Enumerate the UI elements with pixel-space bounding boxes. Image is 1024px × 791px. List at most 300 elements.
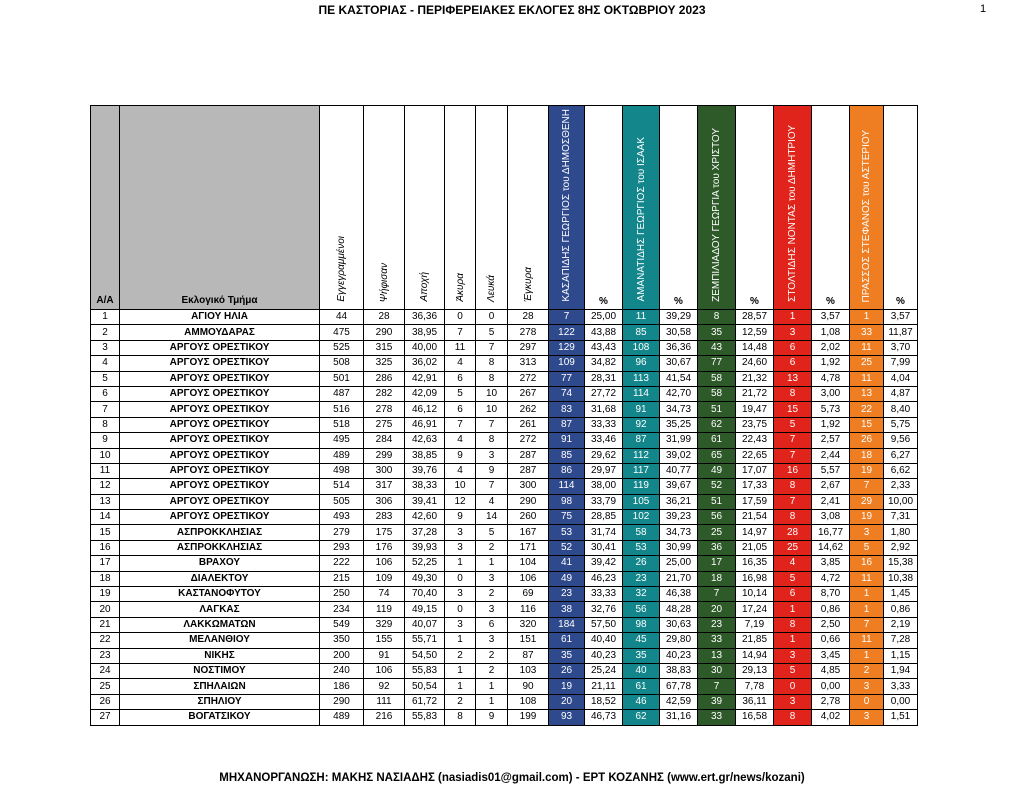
cell-candidate-2-pct: 30,63 bbox=[660, 617, 698, 632]
header-candidate-4: ΣΤΟΛΤΙΔΗΣ ΝΟΝΤΑΣ του ΔΗΜΗΤΡΙΟΥ bbox=[774, 106, 812, 310]
cell-lefka: 9 bbox=[476, 463, 508, 478]
cell-aa: 19 bbox=[91, 587, 120, 602]
cell-candidate-3-votes: 56 bbox=[698, 510, 736, 525]
table-row bbox=[91, 663, 918, 678]
cell-eggegrammenoi: 495 bbox=[320, 433, 364, 448]
cell-candidate-3-pct: 7,19 bbox=[736, 617, 774, 632]
cell-candidate-4-pct: 0,86 bbox=[812, 602, 850, 617]
cell-egkyra: 116 bbox=[508, 602, 549, 617]
cell-psifisan: 325 bbox=[364, 356, 405, 371]
cell-candidate-2-pct: 38,83 bbox=[660, 663, 698, 678]
cell-tmima: ΒΟΓΑΤΣΙΚΟΥ bbox=[120, 710, 320, 725]
cell-aa: 23 bbox=[91, 648, 120, 663]
table-row bbox=[91, 571, 918, 586]
cell-psifisan: 306 bbox=[364, 494, 405, 509]
cell-candidate-4-pct: 4,72 bbox=[812, 571, 850, 586]
cell-candidate-5-pct: 0,86 bbox=[884, 602, 918, 617]
cell-eggegrammenoi: 293 bbox=[320, 540, 364, 555]
cell-candidate-4-pct: 4,78 bbox=[812, 371, 850, 386]
cell-akyra: 0 bbox=[445, 602, 476, 617]
cell-candidate-4-votes: 5 bbox=[774, 417, 812, 432]
table-row bbox=[91, 463, 918, 478]
cell-tmima: ΣΠΗΛΑΙΩΝ bbox=[120, 679, 320, 694]
table-row bbox=[91, 325, 918, 340]
cell-lefka: 4 bbox=[476, 494, 508, 509]
cell-candidate-2-pct: 41,54 bbox=[660, 371, 698, 386]
cell-candidate-5-pct: 0,00 bbox=[884, 694, 918, 709]
cell-candidate-3-votes: 51 bbox=[698, 494, 736, 509]
cell-psifisan: 300 bbox=[364, 463, 405, 478]
cell-eggegrammenoi: 290 bbox=[320, 694, 364, 709]
cell-akyra: 1 bbox=[445, 556, 476, 571]
cell-candidate-5-votes: 29 bbox=[850, 494, 884, 509]
cell-candidate-5-votes: 11 bbox=[850, 633, 884, 648]
table-row bbox=[91, 710, 918, 725]
header-eggegrammenoi: Εγγεγραμμένοι bbox=[320, 106, 364, 310]
cell-candidate-5-votes: 19 bbox=[850, 510, 884, 525]
cell-candidate-1-pct: 33,79 bbox=[585, 494, 623, 509]
cell-candidate-5-votes: 7 bbox=[850, 617, 884, 632]
cell-candidate-5-pct: 1,80 bbox=[884, 525, 918, 540]
cell-tmima: ΝΟΣΤΙΜΟΥ bbox=[120, 663, 320, 678]
cell-tmima: ΑΡΓΟΥΣ ΟΡΕΣΤΙΚΟΥ bbox=[120, 340, 320, 355]
cell-akyra: 2 bbox=[445, 648, 476, 663]
cell-eggegrammenoi: 350 bbox=[320, 633, 364, 648]
cell-candidate-5-pct: 7,28 bbox=[884, 633, 918, 648]
cell-akyra: 3 bbox=[445, 540, 476, 555]
cell-eggegrammenoi: 516 bbox=[320, 402, 364, 417]
cell-psifisan: 329 bbox=[364, 617, 405, 632]
cell-candidate-1-votes: 74 bbox=[549, 386, 585, 401]
cell-candidate-1-votes: 35 bbox=[549, 648, 585, 663]
cell-candidate-3-pct: 16,35 bbox=[736, 556, 774, 571]
cell-candidate-2-votes: 114 bbox=[623, 386, 660, 401]
cell-candidate-4-votes: 8 bbox=[774, 510, 812, 525]
cell-lefka: 3 bbox=[476, 633, 508, 648]
cell-psifisan: 315 bbox=[364, 340, 405, 355]
cell-psifisan: 119 bbox=[364, 602, 405, 617]
cell-akyra: 3 bbox=[445, 587, 476, 602]
table-row bbox=[91, 510, 918, 525]
cell-candidate-4-pct: 0,66 bbox=[812, 633, 850, 648]
cell-candidate-4-pct: 16,77 bbox=[812, 525, 850, 540]
cell-tmima: ΑΡΓΟΥΣ ΟΡΕΣΤΙΚΟΥ bbox=[120, 417, 320, 432]
cell-apoxi: 50,54 bbox=[405, 679, 445, 694]
cell-candidate-1-votes: 83 bbox=[549, 402, 585, 417]
cell-candidate-4-pct: 14,62 bbox=[812, 540, 850, 555]
cell-candidate-1-pct: 31,74 bbox=[585, 525, 623, 540]
cell-candidate-2-votes: 61 bbox=[623, 679, 660, 694]
cell-candidate-1-pct: 33,33 bbox=[585, 417, 623, 432]
cell-candidate-5-pct: 1,15 bbox=[884, 648, 918, 663]
cell-candidate-5-pct: 6,62 bbox=[884, 463, 918, 478]
cell-candidate-1-votes: 53 bbox=[549, 525, 585, 540]
cell-candidate-1-votes: 122 bbox=[549, 325, 585, 340]
cell-aa: 16 bbox=[91, 540, 120, 555]
cell-candidate-5-pct: 8,40 bbox=[884, 402, 918, 417]
cell-tmima: ΑΓΙΟΥ ΗΛΙΑ bbox=[120, 310, 320, 325]
cell-candidate-3-votes: 35 bbox=[698, 325, 736, 340]
cell-candidate-4-votes: 6 bbox=[774, 356, 812, 371]
cell-candidate-4-votes: 7 bbox=[774, 448, 812, 463]
cell-candidate-2-pct: 39,23 bbox=[660, 510, 698, 525]
header-pct-1: % bbox=[585, 106, 623, 310]
cell-eggegrammenoi: 525 bbox=[320, 340, 364, 355]
cell-aa: 17 bbox=[91, 556, 120, 571]
cell-candidate-3-votes: 58 bbox=[698, 386, 736, 401]
cell-tmima: ΑΡΓΟΥΣ ΟΡΕΣΤΙΚΟΥ bbox=[120, 356, 320, 371]
cell-candidate-2-votes: 87 bbox=[623, 433, 660, 448]
cell-egkyra: 287 bbox=[508, 463, 549, 478]
header-candidate-1: ΚΑΣΑΠΙΔΗΣ ΓΕΩΡΓΙΟΣ του ΔΗΜΟΣΘΕΝΗ bbox=[549, 106, 585, 310]
cell-candidate-4-pct: 2,41 bbox=[812, 494, 850, 509]
cell-candidate-4-votes: 1 bbox=[774, 310, 812, 325]
cell-candidate-2-votes: 112 bbox=[623, 448, 660, 463]
cell-candidate-4-pct: 3,57 bbox=[812, 310, 850, 325]
cell-candidate-5-votes: 19 bbox=[850, 463, 884, 478]
cell-candidate-2-votes: 119 bbox=[623, 479, 660, 494]
cell-candidate-3-votes: 58 bbox=[698, 371, 736, 386]
cell-egkyra: 313 bbox=[508, 356, 549, 371]
cell-aa: 7 bbox=[91, 402, 120, 417]
cell-candidate-3-votes: 25 bbox=[698, 525, 736, 540]
cell-egkyra: 103 bbox=[508, 663, 549, 678]
cell-akyra: 0 bbox=[445, 310, 476, 325]
cell-tmima: ΑΡΓΟΥΣ ΟΡΕΣΤΙΚΟΥ bbox=[120, 479, 320, 494]
cell-apoxi: 54,50 bbox=[405, 648, 445, 663]
cell-apoxi: 39,76 bbox=[405, 463, 445, 478]
cell-apoxi: 42,91 bbox=[405, 371, 445, 386]
table-row bbox=[91, 310, 918, 325]
cell-candidate-2-votes: 85 bbox=[623, 325, 660, 340]
cell-tmima: ΜΕΛΑΝΘΙΟΥ bbox=[120, 633, 320, 648]
cell-candidate-1-pct: 33,46 bbox=[585, 433, 623, 448]
table-row bbox=[91, 448, 918, 463]
cell-egkyra: 199 bbox=[508, 710, 549, 725]
header-pct-5: % bbox=[884, 106, 918, 310]
cell-candidate-5-pct: 2,33 bbox=[884, 479, 918, 494]
cell-aa: 25 bbox=[91, 679, 120, 694]
cell-candidate-3-pct: 23,75 bbox=[736, 417, 774, 432]
header-pct-4: % bbox=[812, 106, 850, 310]
cell-egkyra: 260 bbox=[508, 510, 549, 525]
cell-candidate-2-votes: 40 bbox=[623, 663, 660, 678]
cell-candidate-3-votes: 33 bbox=[698, 710, 736, 725]
cell-candidate-5-pct: 3,33 bbox=[884, 679, 918, 694]
cell-lefka: 3 bbox=[476, 602, 508, 617]
header-pct-2: % bbox=[660, 106, 698, 310]
cell-psifisan: 216 bbox=[364, 710, 405, 725]
cell-lefka: 7 bbox=[476, 417, 508, 432]
cell-candidate-1-pct: 25,24 bbox=[585, 663, 623, 678]
cell-apoxi: 39,93 bbox=[405, 540, 445, 555]
cell-psifisan: 91 bbox=[364, 648, 405, 663]
cell-tmima: ΑΡΓΟΥΣ ΟΡΕΣΤΙΚΟΥ bbox=[120, 463, 320, 478]
cell-candidate-2-pct: 31,16 bbox=[660, 710, 698, 725]
cell-candidate-2-votes: 92 bbox=[623, 417, 660, 432]
cell-tmima: ΑΜΜΟΥΔΑΡΑΣ bbox=[120, 325, 320, 340]
cell-candidate-5-votes: 25 bbox=[850, 356, 884, 371]
cell-lefka: 1 bbox=[476, 694, 508, 709]
cell-candidate-1-votes: 52 bbox=[549, 540, 585, 555]
cell-candidate-4-votes: 28 bbox=[774, 525, 812, 540]
cell-candidate-5-votes: 33 bbox=[850, 325, 884, 340]
cell-candidate-5-votes: 3 bbox=[850, 679, 884, 694]
cell-akyra: 0 bbox=[445, 571, 476, 586]
cell-candidate-4-votes: 1 bbox=[774, 602, 812, 617]
header-pct-3: % bbox=[736, 106, 774, 310]
cell-candidate-3-votes: 33 bbox=[698, 633, 736, 648]
cell-candidate-1-votes: 85 bbox=[549, 448, 585, 463]
header-candidate-5: ΠΡΑΣΣΟΣ ΣΤΕΦΑΝΟΣ του ΑΣΤΕΡΙΟΥ bbox=[850, 106, 884, 310]
cell-psifisan: 286 bbox=[364, 371, 405, 386]
cell-aa: 2 bbox=[91, 325, 120, 340]
cell-akyra: 3 bbox=[445, 525, 476, 540]
cell-candidate-3-pct: 17,07 bbox=[736, 463, 774, 478]
cell-candidate-5-pct: 6,27 bbox=[884, 448, 918, 463]
cell-psifisan: 176 bbox=[364, 540, 405, 555]
cell-egkyra: 69 bbox=[508, 587, 549, 602]
cell-candidate-2-pct: 46,38 bbox=[660, 587, 698, 602]
cell-candidate-1-votes: 98 bbox=[549, 494, 585, 509]
cell-tmima: ΛΑΓΚΑΣ bbox=[120, 602, 320, 617]
cell-egkyra: 297 bbox=[508, 340, 549, 355]
cell-candidate-2-votes: 62 bbox=[623, 710, 660, 725]
cell-akyra: 2 bbox=[445, 694, 476, 709]
cell-egkyra: 262 bbox=[508, 402, 549, 417]
cell-candidate-4-pct: 0,00 bbox=[812, 679, 850, 694]
cell-akyra: 7 bbox=[445, 325, 476, 340]
cell-akyra: 1 bbox=[445, 663, 476, 678]
cell-candidate-5-votes: 1 bbox=[850, 602, 884, 617]
cell-candidate-1-votes: 114 bbox=[549, 479, 585, 494]
cell-candidate-2-votes: 113 bbox=[623, 371, 660, 386]
cell-candidate-4-votes: 15 bbox=[774, 402, 812, 417]
cell-candidate-3-votes: 36 bbox=[698, 540, 736, 555]
table-row bbox=[91, 679, 918, 694]
cell-aa: 20 bbox=[91, 602, 120, 617]
cell-lefka: 10 bbox=[476, 402, 508, 417]
cell-candidate-4-pct: 1,08 bbox=[812, 325, 850, 340]
cell-candidate-3-votes: 49 bbox=[698, 463, 736, 478]
cell-apoxi: 49,15 bbox=[405, 602, 445, 617]
cell-egkyra: 167 bbox=[508, 525, 549, 540]
cell-candidate-3-votes: 43 bbox=[698, 340, 736, 355]
cell-akyra: 9 bbox=[445, 510, 476, 525]
cell-candidate-3-votes: 62 bbox=[698, 417, 736, 432]
table-row bbox=[91, 417, 918, 432]
cell-candidate-3-votes: 7 bbox=[698, 679, 736, 694]
cell-candidate-2-pct: 30,58 bbox=[660, 325, 698, 340]
cell-candidate-5-pct: 1,94 bbox=[884, 663, 918, 678]
cell-eggegrammenoi: 518 bbox=[320, 417, 364, 432]
cell-lefka: 8 bbox=[476, 371, 508, 386]
cell-candidate-3-pct: 16,58 bbox=[736, 710, 774, 725]
cell-candidate-4-votes: 1 bbox=[774, 633, 812, 648]
cell-lefka: 8 bbox=[476, 433, 508, 448]
cell-eggegrammenoi: 186 bbox=[320, 679, 364, 694]
cell-lefka: 2 bbox=[476, 540, 508, 555]
cell-candidate-1-pct: 32,76 bbox=[585, 602, 623, 617]
cell-aa: 10 bbox=[91, 448, 120, 463]
cell-candidate-2-pct: 48,28 bbox=[660, 602, 698, 617]
cell-akyra: 4 bbox=[445, 463, 476, 478]
cell-candidate-4-votes: 7 bbox=[774, 494, 812, 509]
cell-apoxi: 55,83 bbox=[405, 710, 445, 725]
cell-candidate-3-votes: 52 bbox=[698, 479, 736, 494]
cell-candidate-1-votes: 61 bbox=[549, 633, 585, 648]
cell-psifisan: 290 bbox=[364, 325, 405, 340]
cell-akyra: 8 bbox=[445, 710, 476, 725]
cell-candidate-3-votes: 30 bbox=[698, 663, 736, 678]
cell-eggegrammenoi: 240 bbox=[320, 663, 364, 678]
cell-candidate-3-pct: 22,43 bbox=[736, 433, 774, 448]
cell-lefka: 2 bbox=[476, 587, 508, 602]
cell-candidate-4-pct: 2,50 bbox=[812, 617, 850, 632]
cell-candidate-3-votes: 61 bbox=[698, 433, 736, 448]
cell-candidate-4-pct: 2,67 bbox=[812, 479, 850, 494]
cell-candidate-1-pct: 40,23 bbox=[585, 648, 623, 663]
cell-candidate-5-votes: 0 bbox=[850, 694, 884, 709]
cell-apoxi: 38,95 bbox=[405, 325, 445, 340]
page-number: 1 bbox=[980, 3, 987, 15]
cell-apoxi: 36,02 bbox=[405, 356, 445, 371]
cell-candidate-1-votes: 38 bbox=[549, 602, 585, 617]
cell-candidate-4-pct: 4,85 bbox=[812, 663, 850, 678]
cell-candidate-4-votes: 16 bbox=[774, 463, 812, 478]
cell-candidate-1-pct: 46,73 bbox=[585, 710, 623, 725]
cell-candidate-4-votes: 8 bbox=[774, 617, 812, 632]
cell-lefka: 7 bbox=[476, 340, 508, 355]
cell-candidate-3-votes: 8 bbox=[698, 310, 736, 325]
table-row bbox=[91, 356, 918, 371]
cell-apoxi: 42,60 bbox=[405, 510, 445, 525]
cell-candidate-5-pct: 4,87 bbox=[884, 386, 918, 401]
cell-candidate-4-votes: 6 bbox=[774, 587, 812, 602]
cell-lefka: 7 bbox=[476, 479, 508, 494]
cell-candidate-5-pct: 5,75 bbox=[884, 417, 918, 432]
cell-apoxi: 46,12 bbox=[405, 402, 445, 417]
cell-candidate-4-votes: 5 bbox=[774, 571, 812, 586]
cell-candidate-1-votes: 184 bbox=[549, 617, 585, 632]
cell-psifisan: 28 bbox=[364, 310, 405, 325]
cell-candidate-2-pct: 34,73 bbox=[660, 525, 698, 540]
cell-candidate-5-pct: 3,70 bbox=[884, 340, 918, 355]
cell-candidate-2-votes: 46 bbox=[623, 694, 660, 709]
table-row bbox=[91, 602, 918, 617]
cell-candidate-3-votes: 77 bbox=[698, 356, 736, 371]
cell-candidate-1-votes: 19 bbox=[549, 679, 585, 694]
cell-candidate-3-pct: 14,97 bbox=[736, 525, 774, 540]
cell-lefka: 2 bbox=[476, 663, 508, 678]
cell-candidate-5-votes: 3 bbox=[850, 710, 884, 725]
cell-candidate-5-pct: 4,04 bbox=[884, 371, 918, 386]
cell-tmima: ΑΡΓΟΥΣ ΟΡΕΣΤΙΚΟΥ bbox=[120, 448, 320, 463]
cell-aa: 14 bbox=[91, 510, 120, 525]
cell-akyra: 7 bbox=[445, 417, 476, 432]
cell-apoxi: 37,28 bbox=[405, 525, 445, 540]
results-table bbox=[90, 105, 918, 726]
cell-aa: 27 bbox=[91, 710, 120, 725]
cell-egkyra: 278 bbox=[508, 325, 549, 340]
cell-lefka: 6 bbox=[476, 617, 508, 632]
cell-egkyra: 287 bbox=[508, 448, 549, 463]
cell-candidate-2-pct: 30,99 bbox=[660, 540, 698, 555]
cell-candidate-4-votes: 8 bbox=[774, 479, 812, 494]
cell-egkyra: 272 bbox=[508, 371, 549, 386]
cell-candidate-1-pct: 30,41 bbox=[585, 540, 623, 555]
cell-candidate-3-pct: 12,59 bbox=[736, 325, 774, 340]
cell-candidate-2-votes: 11 bbox=[623, 310, 660, 325]
cell-candidate-1-votes: 26 bbox=[549, 663, 585, 678]
cell-aa: 21 bbox=[91, 617, 120, 632]
cell-aa: 15 bbox=[91, 525, 120, 540]
cell-candidate-1-pct: 57,50 bbox=[585, 617, 623, 632]
cell-candidate-4-votes: 4 bbox=[774, 556, 812, 571]
cell-candidate-4-pct: 5,57 bbox=[812, 463, 850, 478]
cell-candidate-3-votes: 39 bbox=[698, 694, 736, 709]
header-egkyra: Έγκυρα bbox=[508, 106, 549, 310]
cell-candidate-5-votes: 16 bbox=[850, 556, 884, 571]
cell-candidate-3-pct: 21,54 bbox=[736, 510, 774, 525]
cell-tmima: ΑΣΠΡΟΚΚΛΗΣΙΑΣ bbox=[120, 540, 320, 555]
cell-lefka: 1 bbox=[476, 679, 508, 694]
cell-candidate-2-pct: 36,21 bbox=[660, 494, 698, 509]
cell-eggegrammenoi: 489 bbox=[320, 710, 364, 725]
cell-candidate-2-pct: 40,77 bbox=[660, 463, 698, 478]
header-lefka: Λευκά bbox=[476, 106, 508, 310]
cell-lefka: 8 bbox=[476, 356, 508, 371]
cell-candidate-4-votes: 7 bbox=[774, 433, 812, 448]
cell-candidate-3-pct: 22,65 bbox=[736, 448, 774, 463]
cell-aa: 3 bbox=[91, 340, 120, 355]
cell-candidate-4-pct: 5,73 bbox=[812, 402, 850, 417]
cell-psifisan: 317 bbox=[364, 479, 405, 494]
cell-psifisan: 275 bbox=[364, 417, 405, 432]
table-row bbox=[91, 633, 918, 648]
cell-akyra: 11 bbox=[445, 340, 476, 355]
cell-candidate-2-pct: 40,23 bbox=[660, 648, 698, 663]
cell-egkyra: 28 bbox=[508, 310, 549, 325]
cell-psifisan: 278 bbox=[364, 402, 405, 417]
cell-aa: 22 bbox=[91, 633, 120, 648]
cell-akyra: 10 bbox=[445, 479, 476, 494]
cell-candidate-5-votes: 11 bbox=[850, 571, 884, 586]
cell-candidate-5-votes: 1 bbox=[850, 587, 884, 602]
cell-candidate-4-pct: 3,08 bbox=[812, 510, 850, 525]
cell-akyra: 1 bbox=[445, 679, 476, 694]
cell-egkyra: 104 bbox=[508, 556, 549, 571]
cell-candidate-4-votes: 3 bbox=[774, 648, 812, 663]
cell-candidate-4-votes: 3 bbox=[774, 325, 812, 340]
cell-candidate-5-votes: 5 bbox=[850, 540, 884, 555]
cell-candidate-5-votes: 13 bbox=[850, 386, 884, 401]
cell-tmima: ΑΣΠΡΟΚΚΛΗΣΙΑΣ bbox=[120, 525, 320, 540]
cell-candidate-2-votes: 32 bbox=[623, 587, 660, 602]
cell-candidate-3-pct: 17,33 bbox=[736, 479, 774, 494]
cell-candidate-2-votes: 108 bbox=[623, 340, 660, 355]
cell-candidate-4-votes: 13 bbox=[774, 371, 812, 386]
cell-psifisan: 74 bbox=[364, 587, 405, 602]
cell-eggegrammenoi: 250 bbox=[320, 587, 364, 602]
cell-candidate-4-votes: 6 bbox=[774, 340, 812, 355]
cell-candidate-1-votes: 75 bbox=[549, 510, 585, 525]
cell-psifisan: 106 bbox=[364, 663, 405, 678]
header-row bbox=[91, 106, 918, 310]
cell-candidate-2-pct: 29,80 bbox=[660, 633, 698, 648]
cell-candidate-3-votes: 7 bbox=[698, 587, 736, 602]
cell-candidate-2-votes: 117 bbox=[623, 463, 660, 478]
